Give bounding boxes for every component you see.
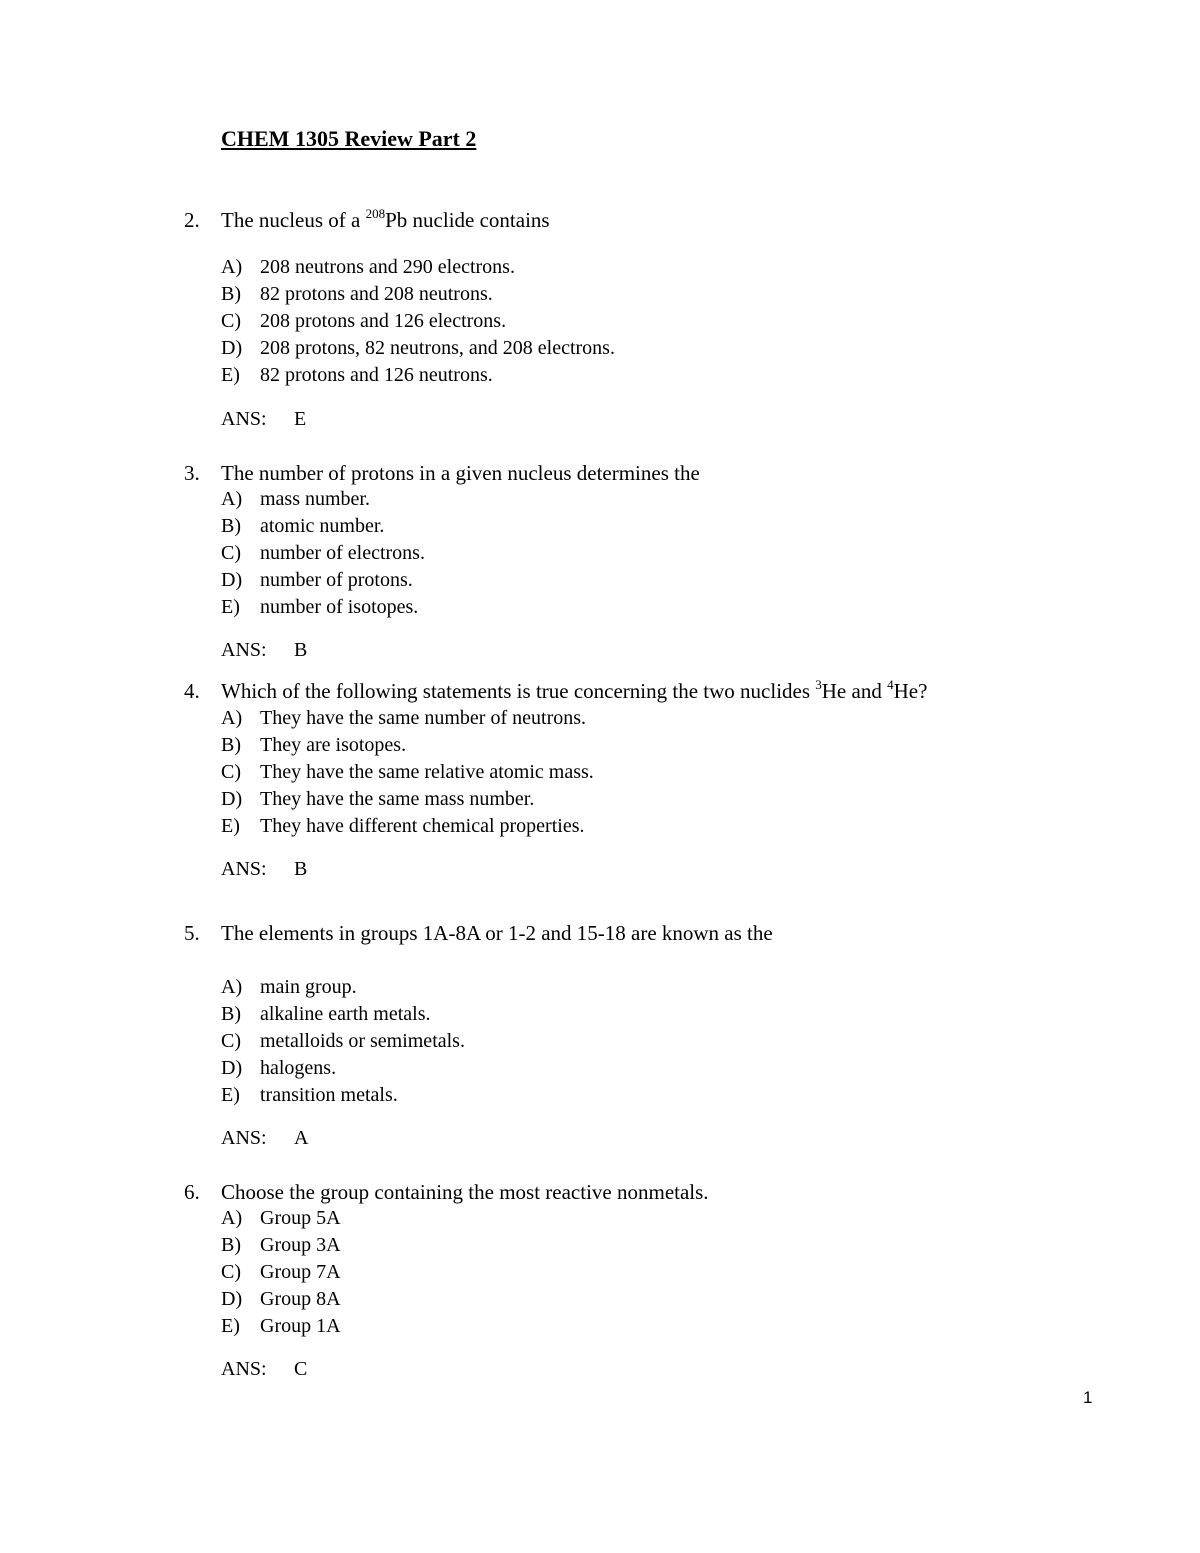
question-text: Which of the following statements is true concerning the two nuclides $^3$He and $^4$He? [221,677,928,703]
answer-option: B) Group 3A [221,1234,341,1256]
answer-key: ANS: E [221,408,307,430]
question-text: The number of protons in a given nucleus determines the [221,461,700,485]
answer-option: E) transition metals. [221,1084,398,1106]
answer-option: B) They are isotopes. [221,734,407,756]
answer-option: D) Group 8A [221,1288,341,1310]
answer-option: B) 82 protons and 208 neutrons. [221,283,493,305]
mass-number-superscript: 208 [365,206,386,221]
question-number: 3. [184,461,200,485]
answer-option: A) main group. [221,976,357,998]
answer-key: ANS: B [221,639,308,661]
mass-number-superscript: 4 [887,677,894,692]
answer-option: D) halogens. [221,1057,337,1079]
answer-option: D) They have the same mass number. [221,788,535,810]
answer-option: D) 208 protons, 82 neutrons, and 208 electrons. [221,337,615,359]
answer-option: C) 208 protons and 126 electrons. [221,310,507,332]
mass-number-superscript: 3 [815,677,822,692]
question-text: The nucleus of a $^{208}$Pb nuclide contains [221,206,550,232]
question-number: 4. [184,679,200,703]
question-number: 5. [184,921,200,945]
answer-option: A) Group 5A [221,1207,341,1229]
answer-option: A) mass number. [221,488,370,510]
answer-option: C) metalloids or semimetals. [221,1030,465,1052]
answer-key: ANS: B [221,858,308,880]
answer-option: C) Group 7A [221,1261,341,1283]
answer-option: E) They have different chemical properties. [221,815,585,837]
answer-option: D) number of protons. [221,569,413,591]
question-number: 2. [184,208,200,232]
question-number: 6. [184,1180,200,1204]
page-title: CHEM 1305 Review Part 2 [221,126,477,151]
answer-option: C) number of electrons. [221,542,425,564]
question-text: Choose the group containing the most reactive nonmetals. [221,1180,709,1204]
answer-option: E) Group 1A [221,1315,341,1337]
page-number: 1 [1083,1388,1093,1407]
answer-option: A) 208 neutrons and 290 electrons. [221,256,515,278]
answer-option: B) atomic number. [221,515,385,537]
answer-option: E) 82 protons and 126 neutrons. [221,364,493,386]
answer-option: A) They have the same number of neutrons. [221,707,587,729]
answer-option: E) number of isotopes. [221,596,419,618]
answer-option: B) alkaline earth metals. [221,1003,431,1025]
answer-option: C) They have the same relative atomic mass. [221,761,594,783]
answer-key: ANS: C [221,1358,308,1380]
answer-key: ANS: A [221,1127,309,1149]
question-text: The elements in groups 1A-8A or 1-2 and 15-18 are known as the [221,921,773,945]
